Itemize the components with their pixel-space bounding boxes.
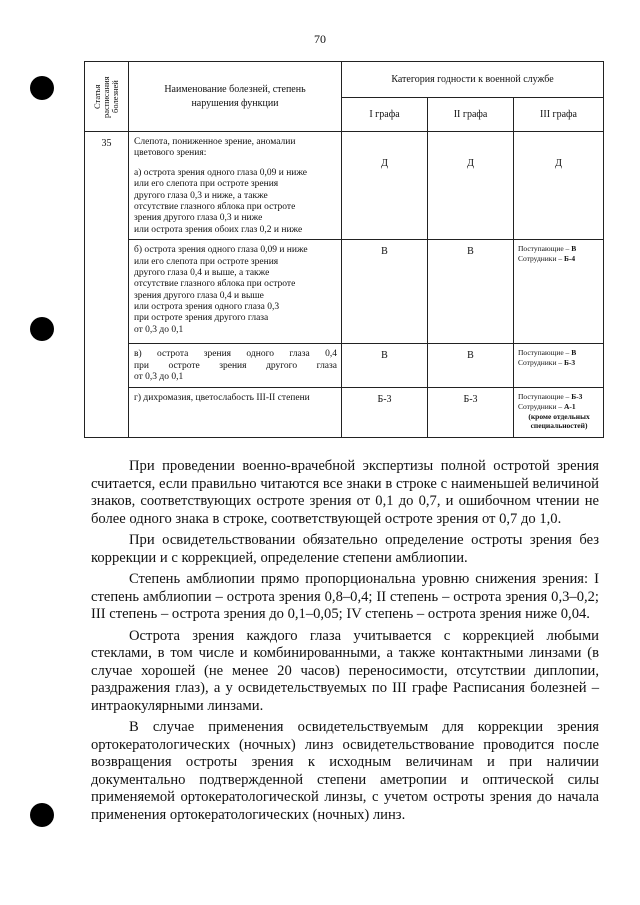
header-disease-name: Наименование болезней, степень нарушения функции <box>129 62 342 132</box>
grade-grafa-2: Б-3 <box>428 388 514 438</box>
grade-value: А-1 <box>563 401 576 411</box>
grade-grafa-3 <box>514 388 604 438</box>
header-grafa-3: III графа <box>514 98 604 132</box>
grade-note: (кроме отдельных <box>528 411 590 421</box>
header-article-line: Статья <box>92 84 103 110</box>
grade-label: Сотрудники – <box>518 253 564 263</box>
disease-line: или острота зрения обоих глаз 0,2 и ниже <box>134 224 303 235</box>
grade-grafa-1: В <box>342 344 428 388</box>
table-row <box>85 132 604 240</box>
grade-value: В <box>571 244 577 254</box>
disease-line: другого глаза 0,4 и выше, а также <box>134 267 270 278</box>
disease-line: зрения другого глаза 0,3 и ниже <box>134 213 263 224</box>
page-number: 70 <box>314 32 326 46</box>
grade-grafa-1: В <box>342 240 428 344</box>
grade-grafa-3: Д <box>514 132 604 240</box>
grade-grafa-2: В <box>428 240 514 344</box>
table-row <box>85 344 604 388</box>
binder-hole-icon <box>30 76 54 100</box>
header-article-line: болезней <box>109 80 120 114</box>
disease-title: Слепота, пониженное зрение, аномалии цветового зрения: <box>134 137 296 159</box>
grade-grafa-3 <box>514 344 604 388</box>
header-grafa-2: II графа <box>428 98 514 132</box>
disease-line: или его слепота при остроте зрения <box>134 179 279 190</box>
grade-grafa-2: В <box>428 344 514 388</box>
grade-label: Поступающие – <box>518 244 572 254</box>
paragraph: При проведении военно-врачебной экспертизы полной остротой зрения считается, если правильно читаются все знаки в строке с наименьшей величиной знаков, соответствующих остроте зрения от 0,1 до 0,7, и ошибочном чтении не более одного знака в строке, соответствующей остроте зрения от 0,7 до 1,0. <box>91 458 599 527</box>
header-article-line: расписания <box>101 76 112 118</box>
disease-line: от 0,3 до 0,1 <box>134 371 184 382</box>
disease-line: от 0,3 до 0,1 <box>134 324 184 335</box>
grade-note: специальностей) <box>530 421 588 431</box>
disease-line: при остроте зрения другого глаза <box>134 313 269 324</box>
grade-label: Сотрудники – <box>518 357 564 367</box>
paragraph: При освидетельствовании обязательно определение остроты зрения без коррекции и с коррекцией, определение степени амблиопии. <box>91 532 599 566</box>
disease-description <box>129 240 342 344</box>
grade-value: В <box>571 348 577 358</box>
disease-description <box>129 344 342 388</box>
header-article <box>85 62 129 132</box>
disease-line: или его слепота при остроте зрения <box>134 256 279 267</box>
disease-line: б) острота зрения одного глаза 0,09 и ниже <box>134 245 308 256</box>
disease-line: зрения другого глаза 0,4 и выше <box>134 290 264 301</box>
table-row <box>85 240 604 344</box>
grade-label: Сотрудники – <box>518 401 564 411</box>
disease-line: при остроте зрения другого глаза <box>134 360 337 371</box>
disease-line: а) острота зрения одного глаза 0,09 и ниже <box>134 167 308 178</box>
disease-line: отсутствие глазного яблока при остроте <box>134 279 296 290</box>
disease-line: другого глаза 0,3 и ниже, а также <box>134 190 268 201</box>
grade-value: Б-4 <box>563 253 576 263</box>
grade-label: Поступающие – <box>518 348 572 358</box>
disease-line: в) острота зрения одного глаза 0,4 <box>134 349 337 360</box>
binder-hole-icon <box>30 803 54 827</box>
disease-description <box>129 132 342 240</box>
paragraph: В случае применения освидетельствуемым для коррекции зрения ортокератологических (ночных) линз освидетельствование проводится после возвращения остроты зрения к исходным величинам и при наличии документально подтвержденной степени аметропии и оптической силы применяемой ортокератологической линзы, с учетом остроты зрения до начала применения ортокератологических (ночных) линз. <box>91 719 599 823</box>
header-category: Категория годности к военной службе <box>342 62 604 98</box>
grade-grafa-1: Б-3 <box>342 388 428 438</box>
body-text <box>91 458 599 828</box>
grade-value: Б-3 <box>571 392 583 402</box>
disease-line: или острота зрения одного глаза 0,3 <box>134 302 280 313</box>
grade-value: Б-3 <box>563 357 576 367</box>
paragraph: Степень амблиопии прямо пропорциональна уровню снижения зрения: I степень амблиопии – острота зрения 0,8–0,4; II степень – острота зрения 0,3–0,2; III степень – острота зрения до 0,1–0,05; IV степень – острота зрения ниже 0,04. <box>91 571 599 622</box>
header-grafa-1: I графа <box>342 98 428 132</box>
disease-description <box>129 388 342 438</box>
fitness-category-table <box>84 61 604 438</box>
paragraph: Острота зрения каждого глаза учитывается с коррекцией любыми стеклами, в том числе и комбинированными, а также контактными линзами (в случае хорошей (не менее 20 часов) переносимости, отсутствии диплопии, раздражения глаз), а у освидетельствуемых по III графе Расписания болезней – интраокулярными линзами. <box>91 627 599 714</box>
disease-line: г) дихромазия, цветослабость III-II степени <box>134 393 310 404</box>
grade-grafa-1: Д <box>342 132 428 240</box>
disease-line: отсутствие глазного яблока при остроте <box>134 201 296 212</box>
grade-grafa-2: Д <box>428 132 514 240</box>
table-row <box>85 388 604 438</box>
grade-grafa-3 <box>514 240 604 344</box>
article-number: 35 <box>85 132 129 438</box>
grade-label: Поступающие – <box>518 392 572 402</box>
binder-hole-icon <box>30 317 54 341</box>
